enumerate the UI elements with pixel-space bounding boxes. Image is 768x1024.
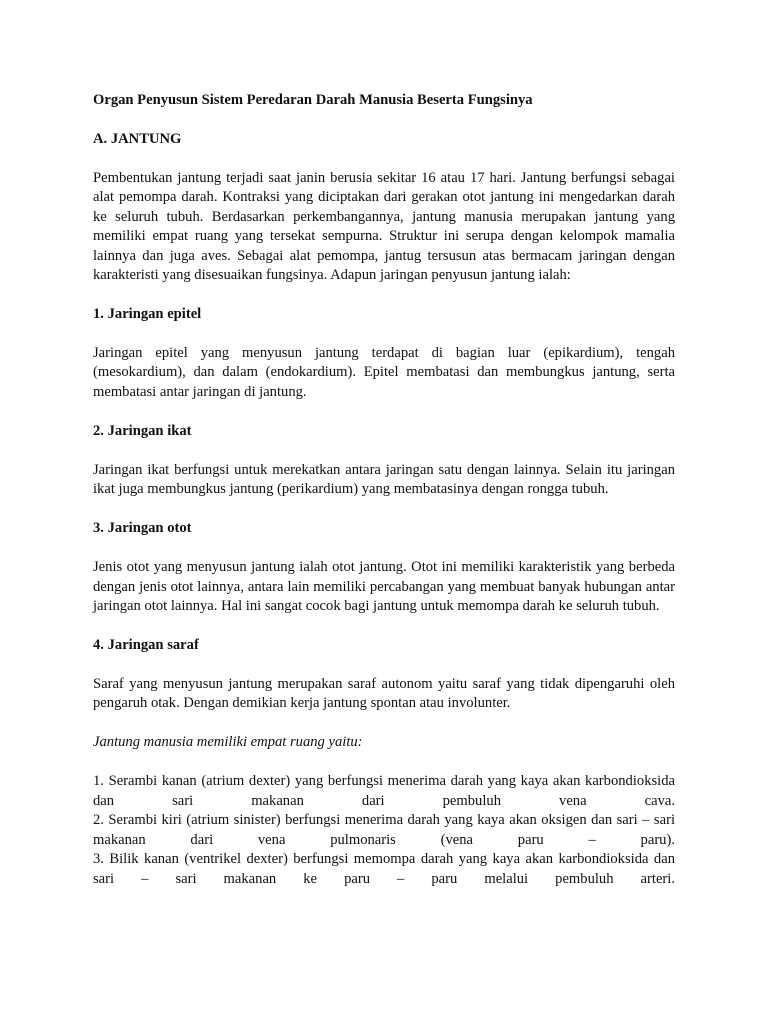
spacer <box>93 324 675 344</box>
chamber-item-3: 3. Bilik kanan (ventrikel dexter) berfungsi memompa darah yang kaya akan karbondioksida dan sari – sari makanan ke paru – paru melalui pembuluh arteri. <box>93 851 675 887</box>
spacer <box>93 714 675 734</box>
tissue-heading-saraf: 4. Jaringan saraf <box>93 637 199 654</box>
spacer <box>93 616 675 636</box>
spacer <box>93 110 675 130</box>
tissue-text-saraf: Saraf yang menyusun jantung merupakan saraf autonom yaitu saraf yang tidak dipengaruhi oleh pengaruh otak. Dengan demikian kerja jantung spontan atau involunter. <box>93 676 675 712</box>
spacer <box>93 753 675 773</box>
section-heading-jantung: A. JANTUNG <box>93 131 182 147</box>
spacer <box>93 285 675 305</box>
tissue-heading-otot: 3. Jaringan otot <box>93 520 192 537</box>
document-title: Organ Penyusun Sistem Peredaran Darah Manusia Beserta Fungsinya <box>93 92 533 108</box>
tissue-text-otot: Jenis otot yang menyusun jantung ialah otot jantung. Otot ini memiliki karakteristik yang berbeda dengan jenis otot lainnya, antara lain memiliki percabangan yang membuat banyak hubungan antar jaringan otot lainnya. Hal ini sangat cocok bagi jantung untuk memompa darah ke seluruh tubuh. <box>93 559 675 615</box>
spacer <box>93 402 675 422</box>
chambers-intro: Jantung manusia memiliki empat ruang yaitu: <box>93 734 363 751</box>
tissue-text-ikat: Jaringan ikat berfungsi untuk merekatkan antara jaringan satu dengan lainnya. Selain itu jaringan ikat juga membungkus jantung (perikardium) yang membatasinya dengan rongga tubuh. <box>93 461 675 498</box>
spacer <box>93 441 675 461</box>
spacer <box>93 500 675 520</box>
spacer <box>93 655 675 675</box>
tissue-text-epitel: Jaringan epitel yang menyusun jantung terdapat di bagian luar (epikardium), tengah (mesokardium), dan dalam (endokardium). Epitel membatasi dan membungkus jantung, serta membatasi antar jaringan di jantung. <box>93 345 675 400</box>
document-page <box>93 91 675 889</box>
tissue-heading-epitel: 1. Jaringan epitel <box>93 306 202 323</box>
chamber-item-1: 1. Serambi kanan (atrium dexter) yang berfungsi menerima darah yang kaya akan karbondioksida dan sari makanan dari pembuluh vena cava. <box>93 773 675 809</box>
spacer <box>93 149 675 169</box>
spacer <box>93 539 675 559</box>
tissue-heading-ikat: 2. Jaringan ikat <box>93 422 192 439</box>
intro-paragraph: Pembentukan jantung terjadi saat janin berusia sekitar 16 atau 17 hari. Jantung berfungsi sebagai alat pemompa darah. Kontraksi yang diciptakan dari gerakan otot jantung ini mengedarkan darah ke seluruh tubuh. Berdasarkan perkembangannya, jantung manusia merupakan jantung yang memiliki empat ruang yang tersekat sempurna. Struktur ini serupa dengan kelompok mamalia lainnya dan juga aves. Sebagai alat pemompa, jantug tersusun atas bermacam jaringan dengan karakteristi yang disesuaikan fungsinya. Adapun jaringan penyusun jantung ialah: <box>93 170 675 284</box>
chamber-item-2: 2. Serambi kiri (atrium sinister) berfungsi menerima darah yang kaya akan oksigen dan sari – sari makanan dari vena pulmonaris (vena paru – paru). <box>93 812 675 848</box>
